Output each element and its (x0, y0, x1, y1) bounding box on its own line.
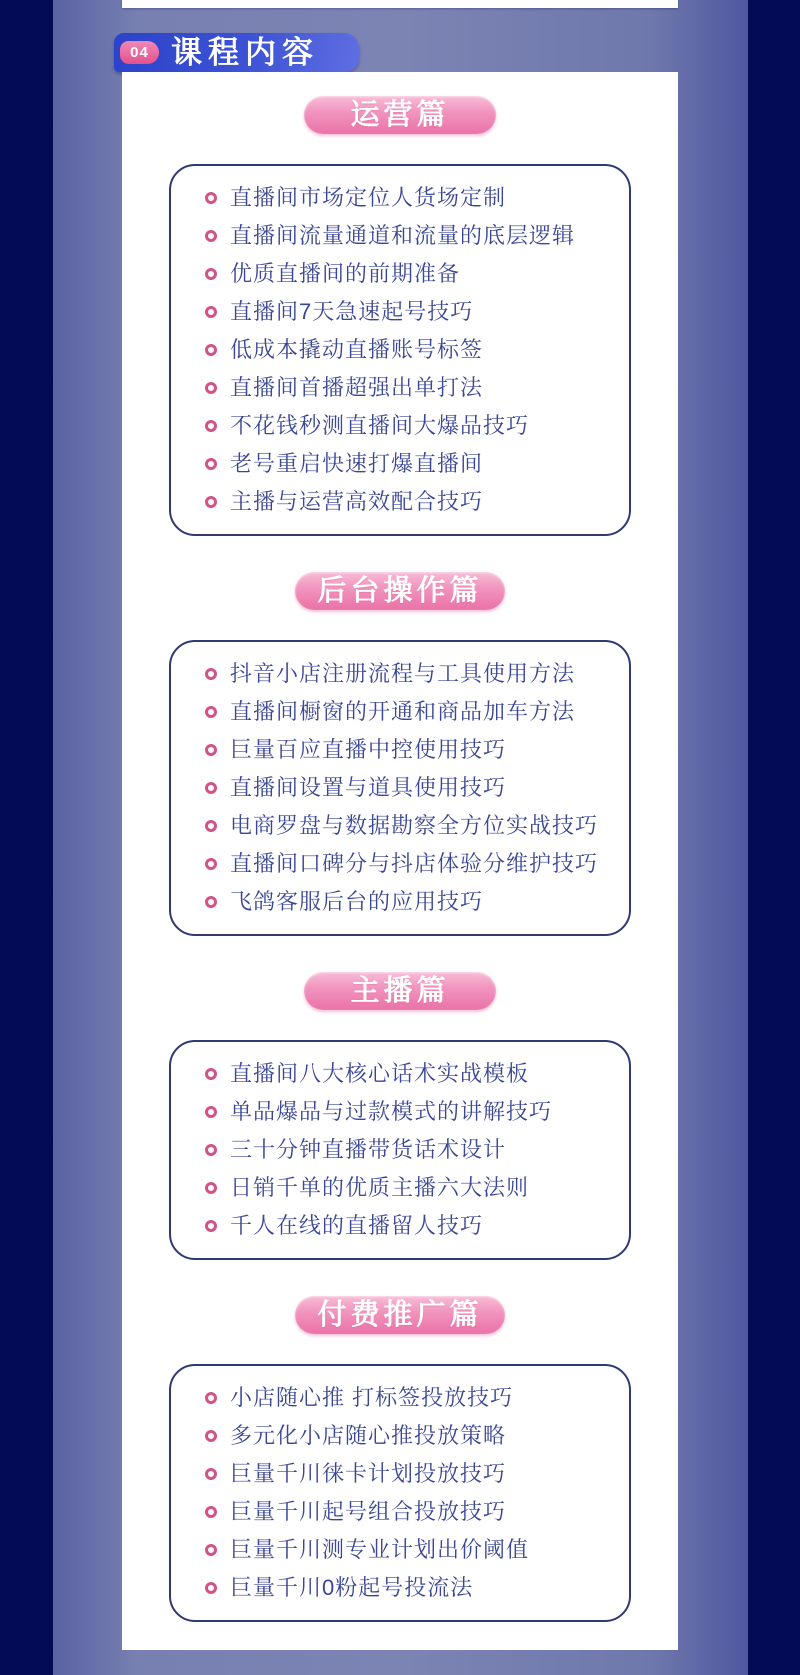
circle-bullet-icon (205, 1392, 217, 1404)
list-item (205, 179, 619, 217)
circle-bullet-icon (205, 1468, 217, 1480)
circle-bullet-icon (205, 782, 217, 794)
chapter-pill (304, 972, 496, 1010)
section-number-badge: 04 (120, 41, 159, 64)
list-item-text: 飞鸽客服后台的应用技巧 (230, 889, 484, 914)
list-item-text: 直播间设置与道具使用技巧 (230, 775, 507, 800)
chapter-pill (304, 96, 496, 134)
list-item (205, 407, 619, 445)
circle-bullet-icon (205, 896, 217, 908)
chapter-item-box (169, 640, 631, 936)
list-item (205, 1055, 619, 1093)
circle-bullet-icon (205, 1544, 217, 1556)
list-item (205, 655, 619, 693)
list-item (205, 1131, 619, 1169)
content-card (122, 72, 678, 1650)
list-item-text: 日销千单的优质主播六大法则 (230, 1175, 530, 1200)
circle-bullet-icon (205, 1220, 217, 1232)
chapter-title: 后台操作篇 (317, 574, 483, 607)
page-title: 课程内容 (171, 35, 319, 70)
list-item (205, 1531, 619, 1569)
circle-bullet-icon (205, 458, 217, 470)
list-item-text: 小店随心推 打标签投放技巧 (230, 1385, 514, 1410)
list-item-text: 千人在线的直播留人技巧 (230, 1213, 484, 1238)
section-header-banner (114, 33, 359, 72)
chapter-item-list (205, 1055, 619, 1245)
chapter-item-box (169, 164, 631, 536)
list-item-text: 老号重启快速打爆直播间 (230, 451, 484, 476)
chapter-pill (295, 572, 504, 610)
circle-bullet-icon (205, 306, 217, 318)
list-item (205, 255, 619, 293)
list-item (205, 1493, 619, 1531)
list-item-text: 直播间口碑分与抖店体验分维护技巧 (230, 851, 599, 876)
circle-bullet-icon (205, 858, 217, 870)
list-item (205, 883, 619, 921)
list-item-text: 单品爆品与过款模式的讲解技巧 (230, 1099, 553, 1124)
chapter-pill (295, 1296, 504, 1334)
chapter-item-list (205, 1379, 619, 1607)
list-item (205, 293, 619, 331)
list-item-text: 优质直播间的前期准备 (230, 261, 461, 286)
list-item-text: 巨量百应直播中控使用技巧 (230, 737, 507, 762)
chapter-title: 运营篇 (350, 98, 450, 131)
list-item-text: 直播间市场定位人货场定制 (230, 185, 507, 210)
list-item-text: 主播与运营高效配合技巧 (230, 489, 484, 514)
list-item-text: 直播间流量通道和流量的底层逻辑 (230, 223, 576, 248)
circle-bullet-icon (205, 344, 217, 356)
chapter-item-box (169, 1364, 631, 1622)
chapter-item-box (169, 1040, 631, 1260)
circle-bullet-icon (205, 744, 217, 756)
list-item (205, 807, 619, 845)
chapter-title: 主播篇 (350, 974, 450, 1007)
list-item (205, 217, 619, 255)
circle-bullet-icon (205, 1430, 217, 1442)
circle-bullet-icon (205, 230, 217, 242)
list-item-text: 直播间八大核心话术实战模板 (230, 1061, 530, 1086)
circle-bullet-icon (205, 706, 217, 718)
list-item-text: 低成本撬动直播账号标签 (230, 337, 484, 362)
list-item (205, 731, 619, 769)
chapter-item-list (205, 179, 619, 521)
circle-bullet-icon (205, 192, 217, 204)
list-item (205, 1093, 619, 1131)
chapter-item-list (205, 655, 619, 921)
list-item (205, 483, 619, 521)
circle-bullet-icon (205, 1182, 217, 1194)
list-item (205, 769, 619, 807)
circle-bullet-icon (205, 382, 217, 394)
list-item (205, 693, 619, 731)
list-item (205, 1455, 619, 1493)
previous-card-bottom-strip (122, 0, 678, 8)
circle-bullet-icon (205, 668, 217, 680)
list-item (205, 369, 619, 407)
circle-bullet-icon (205, 420, 217, 432)
list-item-text: 三十分钟直播带货话术设计 (230, 1137, 507, 1162)
list-item-text: 直播间7天急速起号技巧 (230, 299, 474, 324)
list-item (205, 845, 619, 883)
list-item-text: 不花钱秒测直播间大爆品技巧 (230, 413, 530, 438)
list-item-text: 巨量千川测专业计划出价阈值 (230, 1537, 530, 1562)
list-item (205, 1169, 619, 1207)
circle-bullet-icon (205, 1106, 217, 1118)
circle-bullet-icon (205, 1582, 217, 1594)
circle-bullet-icon (205, 1506, 217, 1518)
list-item (205, 1569, 619, 1607)
list-item-text: 巨量千川徕卡计划投放技巧 (230, 1461, 507, 1486)
chapter-section (122, 1296, 678, 1622)
chapter-section (122, 572, 678, 936)
list-item-text: 巨量千川起号组合投放技巧 (230, 1499, 507, 1524)
list-item (205, 445, 619, 483)
list-item-text: 直播间首播超强出单打法 (230, 375, 484, 400)
circle-bullet-icon (205, 820, 217, 832)
chapter-section (122, 972, 678, 1260)
list-item-text: 抖音小店注册流程与工具使用方法 (230, 661, 576, 686)
chapter-title: 付费推广篇 (317, 1298, 483, 1331)
list-item-text: 电商罗盘与数据勘察全方位实战技巧 (230, 813, 599, 838)
circle-bullet-icon (205, 268, 217, 280)
list-item-text: 巨量千川0粉起号投流法 (230, 1575, 474, 1600)
list-item-text: 多元化小店随心推投放策略 (230, 1423, 507, 1448)
list-item (205, 1207, 619, 1245)
chapter-section (122, 96, 678, 536)
circle-bullet-icon (205, 1068, 217, 1080)
list-item (205, 331, 619, 369)
circle-bullet-icon (205, 1144, 217, 1156)
list-item (205, 1417, 619, 1455)
list-item-text: 直播间橱窗的开通和商品加车方法 (230, 699, 576, 724)
circle-bullet-icon (205, 496, 217, 508)
list-item (205, 1379, 619, 1417)
